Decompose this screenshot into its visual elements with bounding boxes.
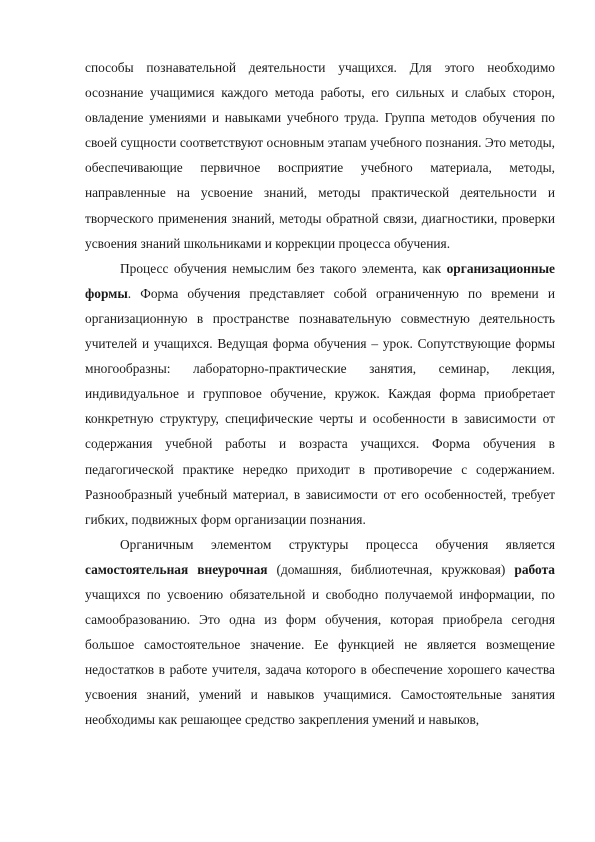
paragraph	[85, 532, 555, 733]
paragraph	[85, 55, 555, 256]
paragraph-text: Процесс обучения немыслим без такого элемента, как	[120, 260, 447, 276]
paragraph-text: Органичным элементом структуры процесса обучения является	[120, 536, 555, 552]
paragraph	[85, 256, 555, 532]
paragraph-text: . Форма обучения представляет собой ограниченную по времени и организационную в пространстве познавательную совместную деятельность учителей и учащихся. Ведущая форма обучения – урок. Сопутствующие формы многообразны: лабораторно-практические занятия, семинар, лекция, индивидуальное и групповое обучение, кружок. Каждая форма приобретает конкретную структуру, специфические черты и особенности в зависимости от содержания учебной работы и возраста учащихся. Форма обучения в педагогической практике нередко приходит в противоречие с содержанием. Разнообразный учебный материал, в зависимости от его особенностей, требует гибких, подвижных форм организации познания.	[85, 285, 555, 527]
paragraph-text: (домашняя, библиотечная, кружковая)	[267, 561, 515, 577]
paragraph-text: способы познавательной деятельности учащихся. Для этого необходимо осознание учащимися каждого метода работы, его сильных и слабых сторон, овладение умениями и навыками учебного труда. Группа методов обучения по своей сущности соответствуют основным этапам учебного познания. Это методы, обеспечивающие первичное восприятие учебного материала, методы, направленные на усвоение знаний, методы практической деятельности и творческого применения знаний, методы обратной связи, диагностики, проверки усвоения знаний школьниками и коррекции процесса обучения.	[85, 60, 555, 251]
bold-term: организационные формы	[85, 260, 555, 301]
paragraph-text: учащихся по усвоению обязательной и свободно получаемой информации, по самообразованию. Это одна из форм обучения, которая приобрела сегодня большое самостоятельное значение. Ее функцией не является возмещение недостатков в работе учителя, задача которого в обеспечение хорошего качества усвоения знаний, умений и навыков учащимися. Самостоятельные занятия необходимы как решающее средство закрепления умений и навыков,	[85, 586, 555, 728]
bold-term: работа	[514, 561, 556, 577]
body-text	[85, 55, 555, 733]
bold-term: самостоятельная внеурочная	[85, 561, 268, 577]
